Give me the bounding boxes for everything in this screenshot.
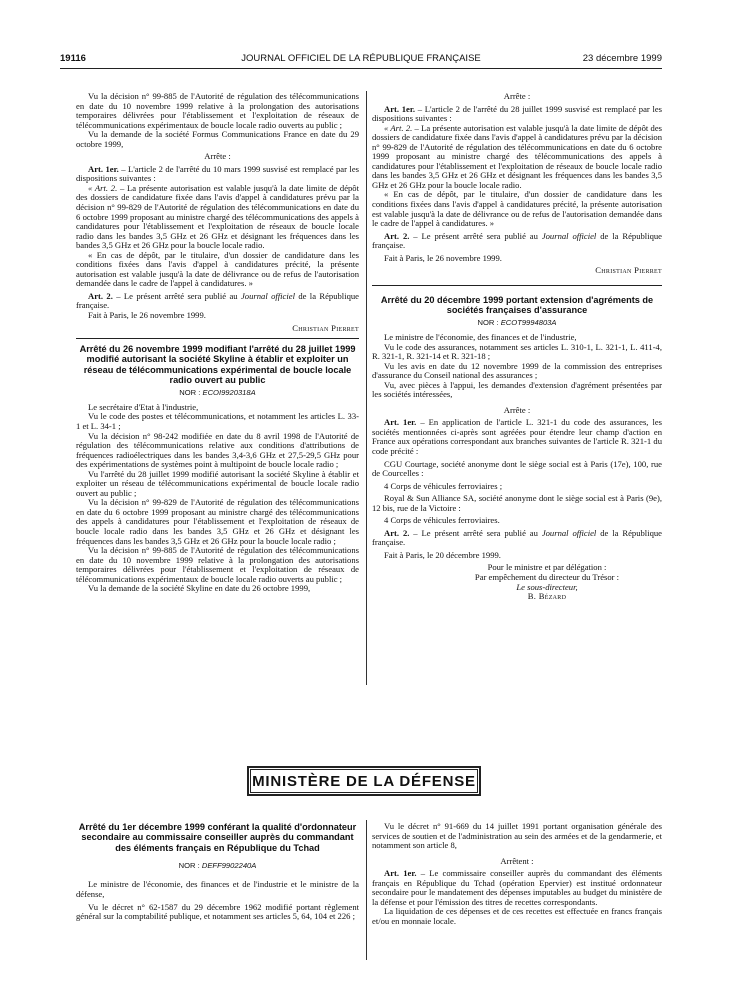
ministry-heading-box xyxy=(247,766,481,796)
paragraph: Vu le décret n° 62-1587 du 29 décembre 1962 modifié portant règlement général sur la comptabilité publique, et notamment ses articles 5, 64, 104 et 226 ; xyxy=(76,901,359,922)
arrete-heading: Arrête : xyxy=(204,151,231,162)
page-header xyxy=(60,53,662,67)
left-column xyxy=(76,92,359,594)
journal-title: JOURNAL OFFICIEL DE LA RÉPUBLIQUE FRANÇAISE xyxy=(241,53,481,64)
signature-line: Par empêchement du directeur du Trésor : xyxy=(474,572,620,583)
ministry-title: MINISTÈRE DE LA DÉFENSE xyxy=(252,772,476,790)
article-1: Art. 1er. – L'article 2 de l'arrêté du 10 mars 1999 susvisé est remplacé par les dispositions suivantes : xyxy=(76,163,359,184)
signature: Christian Pierret xyxy=(595,265,662,276)
article-2: Art. 2. – Le présent arrêté sera publié au Journal officiel de la République française. xyxy=(372,527,662,548)
paragraph: Vu la décision n° 99-885 de l'Autorité de régulation des télécommunications en date du 10 novembre 1999 relative à la prolongation des autorisations temporaires délivrées pour l'établissement et l'exploitation de réseaux de télécommunications expérimentaux de boucle locale radio ouverts au public ; xyxy=(76,545,359,584)
decree-title: Arrêté du 20 décembre 1999 portant extension d'agréments de sociétés françaises d'assurance xyxy=(380,294,654,316)
paragraph: Vu la demande de la société Skyline en date du 26 octobre 1999, xyxy=(88,583,311,594)
paragraph: Vu les avis en date du 12 novembre 1999 de la commission des entreprises d'assurance du Conseil national des assurances ; xyxy=(372,360,662,381)
article-2: Art. 2. – Le présent arrêté sera publié au Journal officiel de la République française. xyxy=(76,290,359,311)
paragraph: Vu le code des postes et télécommunications, et notamment les articles L. 33-1 et L. 34-1 ; xyxy=(76,411,359,431)
nor-reference: NOR : DEFF9902240A xyxy=(178,860,257,870)
paragraph: Vu, avec pièces à l'appui, les demandes d'extension d'agrément présentées par les sociétés intéressées, xyxy=(372,379,662,400)
paragraph: Le ministre de l'économie, des finances et de l'industrie et le ministre de la défense, xyxy=(76,879,359,899)
issue-date: 23 décembre 1999 xyxy=(582,53,662,64)
paragraph: Vu le décret n° 91-669 du 14 juillet 1991 portant organisation générale des services de soutien et de l'administration au sein des armées et de la gendarmerie, et notamment son article 8, xyxy=(372,821,662,851)
paragraph: Vu le code des assurances, notamment ses articles L. 310-1, L. 321-1, L. 411-4, R. 321-1, R. 321-14 et R. 321-18 ; xyxy=(372,341,662,362)
signature-name: B. Bézard xyxy=(527,591,567,602)
fait-line: Fait à Paris, le 20 décembre 1999. xyxy=(384,549,501,560)
paragraph: Vu la décision n° 99-885 de l'Autorité de régulation des télécommunications en date du 10 novembre 1999 relative à la prolongation des autorisations temporaires délivrées pour l'établissement et l'exploitation de réseaux de télécommunications expérimentaux de boucle locale radio ouverts au public ; xyxy=(76,91,359,130)
article-1: Art. 1er. – Le commissaire conseiller auprès du commandant des éléments français en République du Tchad (opération Epervier) est institué ordonnateur secondaire pour le mandatement des dépenses imputables au budget du ministère de la défense et pour l'émission des titres de recettes correspondants. xyxy=(372,868,662,907)
article-2: Art. 2. – Le présent arrêté sera publié au Journal officiel de la République française. xyxy=(372,230,662,251)
paragraph: « En cas de dépôt, par le titulaire, d'un dossier de candidature dans les conditions fixées dans l'avis d'appel à candidatures précité, la présente autorisation est valable jusqu'à la date de délivrance ou de refus de l'autorisation demandée dans le cadre de l'appel à candidatures. » xyxy=(76,249,359,289)
paragraph: Le secrétaire d'Etat à l'industrie, xyxy=(88,401,199,412)
column-divider xyxy=(366,820,367,960)
arretent-heading: Arrêtent : xyxy=(500,855,534,866)
signature-line: Le sous-directeur, xyxy=(516,581,578,592)
quoted-article-2: « Art. 2. – La présente autorisation est valable jusqu'à la date limite de dépôt des dossiers de candidature fixée dans l'avis d'appel à candidatures prévu par la décision n° 99-829 de l'Autorité de régulation des télécommunications en date du 6 octobre 1999 proposant au ministre chargé des télécommunications des appels à candidatures pour l'établissement et l'exploitation de réseaux de boucle locale radio dans les bandes 3,5 GHz et 26 GHz et désignant les fréquences dans les bandes 3,5 GHz et 26 GHz pour la boucle locale radio. xyxy=(76,182,359,251)
paragraph: « En cas de dépôt, par le titulaire, d'un dossier de candidature dans les conditions fixées dans l'avis d'appel à candidatures précité, la présente autorisation est valable jusqu'à la date de délivrance ou de refus de l'autorisation demandée dans le cadre de l'appel à candidatures. » xyxy=(372,189,662,229)
separator xyxy=(372,285,662,286)
right-column xyxy=(372,92,662,602)
paragraph: Vu la demande de la société Formus Communications France en date du 29 octobre 1999, xyxy=(76,129,359,149)
nor-reference: NOR : ECOT9994803A xyxy=(477,318,557,328)
branch-entry: 4 Corps de véhicules ferroviaires ; xyxy=(384,480,503,491)
quoted-article-2: « Art. 2. – La présente autorisation est valable jusqu'à la date limite de dépôt des dossiers de candidature fixée dans l'avis d'appel à candidatures prévu par la décision n° 99-829 de l'Autorité de régulation des télécommunications en date du 6 octobre 1999 proposant au ministre chargé des télécommunications des appels à candidatures pour l'établissement et l'exploitation de réseaux de boucle locale radio dans les bandes 3,5 GHz et 26 GHz et désignant les fréquences dans les bandes 3,5 GHz et 26 GHz pour la boucle locale radio. xyxy=(372,122,663,190)
arrete-heading: Arrête : xyxy=(503,404,531,415)
paragraph: Vu l'arrêté du 28 juillet 1999 modifié autorisant la société Skyline à établir et exploiter un réseau de télécommunications expérimental de boucle locale radio ouvert au public ; xyxy=(76,468,359,498)
fait-line: Fait à Paris, le 26 novembre 1999. xyxy=(384,252,502,263)
signature: Christian Pierret xyxy=(292,322,359,333)
decree-title: Arrêté du 1er décembre 1999 conférant la qualité d'ordonnateur secondaire au commissaire conseiller auprès du commandant des éléments français en République du Tchad xyxy=(78,822,357,853)
paragraph: Le ministre de l'économie, des finances et de l'industrie, xyxy=(384,331,577,342)
paragraph: Vu la décision n° 98-242 modifiée en date du 8 avril 1998 de l'Autorité de régulation des télécommunications relative aux conditions d'attributions de fréquences radioélectriques dans les bandes 3,4-3,6 GHz et 27,5-29,5 GHz pour des expérimentations de systèmes point à multipoint de boucle locale radio ; xyxy=(76,430,359,470)
fait-line: Fait à Paris, le 26 novembre 1999. xyxy=(88,310,206,321)
article-1: Art. 1er. – L'article 2 de l'arrêté du 28 juillet 1999 susvisé est remplacé par les dispositions suivantes : xyxy=(372,103,662,124)
separator xyxy=(76,338,359,339)
paragraph: La liquidation de ces dépenses et de ces recettes est effectuée en francs français et/ou en monnaie locale. xyxy=(372,906,662,926)
header-rule xyxy=(60,68,662,69)
paragraph: Vu la décision n° 99-829 de l'Autorité de régulation des télécommunications en date du 6 octobre 1999 proposant au ministre chargé des télécommunications des appels à candidatures pour l'établissement et l'exploitation de réseaux de boucle locale radio dans les bandes 3,5 GHz et 26 GHz et désignant les fréquences dans les bandes 3,5 GHz et 26 GHz pour la boucle locale radio ; xyxy=(76,497,359,546)
bottom-left-column xyxy=(76,822,359,922)
company-entry: Royal & Sun Alliance SA, société anonyme dont le siège social est à Paris (9e), 12 bis, rue de la Victoire : xyxy=(372,493,662,513)
decree-title: Arrêté du 26 novembre 1999 modifiant l'arrêté du 28 juillet 1999 modifié autorisant la société Skyline à établir et exploiter un réseau de télécommunications expérimental de boucle locale radio ouvert au public xyxy=(79,344,356,386)
nor-reference: NOR : ECOI9920318A xyxy=(179,388,256,398)
page-number: 19116 xyxy=(60,53,86,64)
article-1: Art. 1er. – En application de l'article L. 321-1 du code des assurances, les sociétés mentionnées ci-après sont agréées pour étendre leur champ d'action en France aux opérations correspondant aux branches suivantes de l'article R. 321-1 du code précité : xyxy=(372,417,663,456)
arrete-heading: Arrête : xyxy=(503,91,531,101)
company-entry: CGU Courtage, société anonyme dont le siège social est à Paris (17e), 100, rue de Courcelles : xyxy=(372,458,662,479)
bottom-right-column xyxy=(372,822,662,926)
branch-entry: 4 Corps de véhicules ferroviaires. xyxy=(384,515,500,526)
column-divider xyxy=(366,91,367,685)
signature-line: Pour le ministre et par délégation : xyxy=(487,562,607,573)
